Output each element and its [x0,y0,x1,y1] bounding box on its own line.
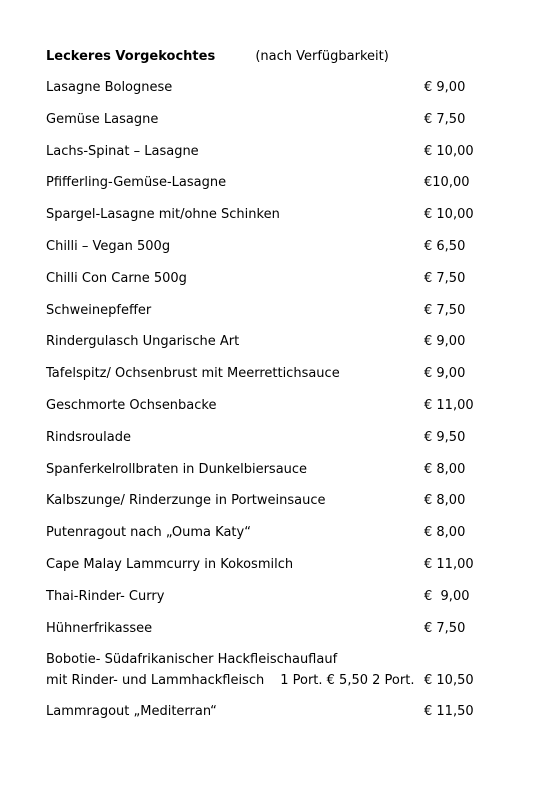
menu-item [46,588,486,620]
menu-item-price: € 8,00 [424,525,466,541]
menu-item-price: € 7,50 [424,620,466,636]
menu-item-price: € 7,50 [424,302,466,318]
menu-item-name: Geschmorte Ochsenbacke [46,397,217,413]
menu-item-name: Bobotie- Südafrikanischer Hackfleischauflauf [46,652,338,668]
menu-item [46,461,486,493]
menu-item [46,365,486,397]
menu-item-portion-note: 1 Port. € 5,50 2 Port. [280,673,415,689]
menu-item-name: Spargel-Lasagne mit/ohne Schinken [46,207,280,223]
menu-item-price: € 9,00 [424,334,466,350]
menu-item-price: € 6,50 [424,238,466,254]
menu-item [46,206,486,238]
menu-item-price: € 11,50 [424,704,474,720]
menu-item [46,302,486,334]
menu-item-name: Cape Malay Lammcurry in Kokosmilch [46,556,294,572]
menu-item-price: € 9,00 [424,588,470,604]
menu-item-price: € 7,50 [424,270,466,286]
menu-item [46,79,486,111]
menu-item-price: € 9,00 [424,80,466,95]
menu-item-name: Hühnerfrikassee [46,620,153,636]
menu-item-price: € 11,00 [424,397,474,413]
menu-item-name: Lasagne Bolognese [46,80,173,95]
menu-item-price: € 8,00 [424,493,466,509]
menu-item-name: Schweinepfeffer [46,302,152,318]
menu-item [46,270,486,302]
menu-item [46,492,486,524]
menu-heading [46,48,389,66]
menu-item-price: €10,00 [424,175,470,191]
menu-item [46,333,486,365]
menu-item-price: € 10,00 [424,207,474,223]
menu-item-name: Rindsroulade [46,429,131,445]
menu-item [46,703,486,735]
menu-item-name: Pfifferling-Gemüse-Lasagne [46,175,227,191]
menu-item-price: € 7,50 [424,111,466,127]
menu-item [46,556,486,588]
menu-item [46,524,486,556]
menu-item-price: € 8,00 [424,461,466,477]
menu-item [46,143,486,175]
menu-item-name: Spanferkelrollbraten in Dunkelbiersauce [46,461,308,477]
menu-item-name: Putenragout nach „Ouma Katy“ [46,525,251,541]
menu-item-price: € 9,00 [424,366,466,382]
menu-item-name: Chilli – Vegan 500g [46,238,171,254]
menu-item-price: € 11,00 [424,556,474,572]
menu-title: Leckeres Vorgekochtes [46,49,216,64]
menu-item-price: € 10,00 [424,143,474,159]
availability-note: (nach Verfügbarkeit) [255,49,389,64]
menu-item-description [46,672,414,690]
menu-item [46,429,486,461]
menu-item [46,651,486,703]
menu-item [46,397,486,429]
menu-item-price: € 9,50 [424,429,466,445]
menu-item-name: Tafelspitz/ Ochsenbrust mit Meerrettichsauce [46,366,340,382]
menu-item [46,111,486,143]
menu-item-name: Gemüse Lasagne [46,111,159,127]
menu-item-name: Lachs-Spinat – Lasagne [46,143,199,159]
menu-item-name: Rindergulasch Ungarische Art [46,334,240,350]
menu-item-name: Thai-Rinder- Curry [46,588,165,604]
menu-list [46,79,486,735]
menu-item [46,238,486,270]
menu-item-price: € 10,50 [424,673,474,689]
menu-item-description-text: mit Rinder- und Lammhackfleisch [46,673,265,689]
menu-item [46,174,486,206]
menu-item [46,620,486,652]
menu-item-name: Chilli Con Carne 500g [46,270,187,286]
menu-item-name: Lammragout „Mediterran“ [46,704,217,720]
menu-item-name: Kalbszunge/ Rinderzunge in Portweinsauce [46,493,326,509]
